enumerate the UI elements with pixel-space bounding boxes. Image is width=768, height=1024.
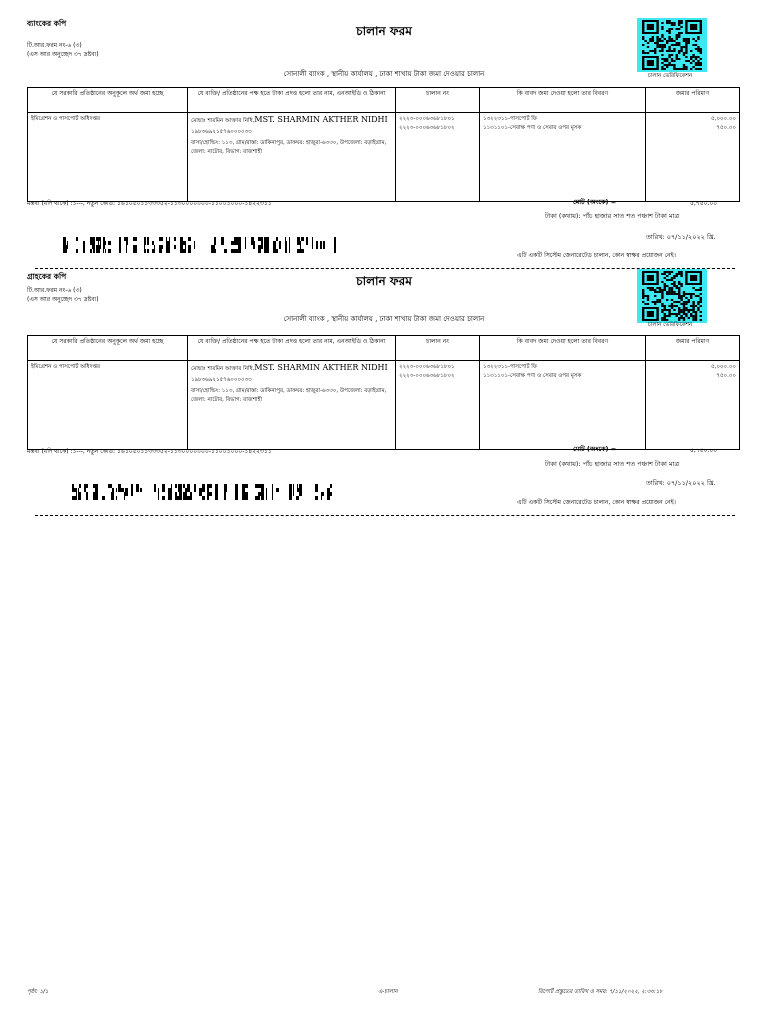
column-header: যে সরকারি প্রতিষ্ঠানের অনুকূলে অর্থ জমা হচ্ছে bbox=[28, 336, 188, 361]
description-cell bbox=[480, 113, 646, 202]
qr-caption: চালান ভেরিফিকেশন bbox=[647, 73, 693, 79]
challan-no-cell bbox=[396, 113, 480, 202]
challan-no-cell bbox=[396, 361, 480, 450]
table-header-row bbox=[28, 336, 740, 361]
payer-address: বাসা/হোল্ডিং: ১১৩, গ্রাম/রাস্তা: ডাকিনাপুর, ডাকঘর: হাজুরা-৬৩৩০, উপজেলা: বড়াইগ্রাম, জেলা: নাটোর, বিভাগ: রাজশাহী bbox=[191, 388, 387, 403]
description-cell bbox=[480, 361, 646, 450]
payer-name: MST. SHARMIN AKTHER NIDHI bbox=[254, 115, 388, 124]
table-row bbox=[28, 361, 740, 450]
tr-rule-reference: (এস আর অনুচ্ছেদ ৩৭ দ্রষ্টব্য) bbox=[27, 51, 99, 58]
form-title: চালান ফরম bbox=[356, 274, 412, 288]
tr-rule-reference: (এস আর অনুচ্ছেদ ৩৭ দ্রষ্টব্য) bbox=[27, 296, 99, 303]
system-note: এটি একটি সিস্টেম জেনারেটেড চালান, কোন স্বাক্ষর প্রয়োজন নেই। bbox=[517, 499, 676, 506]
challan-no: ২২২৩-০০০৬৩৬৮১৮০১ bbox=[399, 364, 455, 370]
cut-line bbox=[35, 515, 735, 516]
remarks-line: মন্তব্য (যদি থাকে) :১---, নতুন কোড: ১৬১০৫০১১৩৩৩৫২-১১৩০০০০০০০-১১০০১০০০-১৪২২৩১১ bbox=[27, 448, 272, 455]
column-header: চালান নং bbox=[396, 88, 480, 113]
challan-no: ২২২৩-০০০৬৩৬৮১৮০১ bbox=[399, 116, 455, 122]
amount-item: ৫,০০০.০০ bbox=[711, 116, 736, 122]
total-value: ৫,৭৫০.০০ bbox=[690, 447, 718, 454]
amount-item: ৭৫০.০০ bbox=[716, 373, 736, 379]
amount-item: ৭৫০.০০ bbox=[716, 125, 736, 131]
bank-line: সোনালী ব্যাংক , স্থানীয় কার্যালয় , ঢাকা শাখায় টাকা জমা দেওয়ার চালান bbox=[283, 70, 485, 78]
challan-no: ২২২৩-০০০৬৩৬৮১৮০২ bbox=[399, 373, 455, 379]
amount-in-words: টাকা (কথায়): পাঁচ হাজার সাত শত পঞ্চাশ টাকা মাত্র bbox=[545, 460, 680, 468]
challan-table bbox=[27, 87, 740, 202]
payer-name-bangla: মোছাঃ শারমিন আক্তার নিধি, bbox=[191, 118, 255, 124]
table-row bbox=[28, 113, 740, 202]
challan-table bbox=[27, 335, 740, 450]
amount-cell bbox=[646, 361, 740, 450]
column-header: যে সরকারি প্রতিষ্ঠানের অনুকূলে অর্থ জমা হচ্ছে bbox=[28, 88, 188, 113]
description-item: ১১৩১১০১-সেবাক্ষ পণ্য ও সেবার ওপর মূসক bbox=[483, 125, 582, 131]
qr-code-icon bbox=[637, 269, 707, 323]
barcode-icon bbox=[62, 237, 336, 253]
qr-caption: চালান ভেরিফিকেশন bbox=[647, 322, 693, 328]
print-timestamp: রিপোর্ট প্রস্তুতের তারিখ ও সময়: ৭/১১/২০২২, ২:৩৩:১৮ bbox=[538, 989, 663, 995]
payer-address: বাসা/হোল্ডিং: ১১৩, গ্রাম/রাস্তা: ডাকিনাপুর, ডাকঘর: হাজুরা-৬৩৩০, উপজেলা: বড়াইগ্রাম, জেলা: নাটোর, বিভাগ: রাজশাহী bbox=[191, 140, 387, 155]
institution-name: ইমিগ্রেশন ও পাসপোর্ট অধিদপ্তর bbox=[31, 364, 100, 370]
challan-no: ২২২৩-০০০৬৩৬৮১৮০২ bbox=[399, 125, 455, 131]
payer-cell bbox=[188, 113, 396, 202]
system-note: এটি একটি সিস্টেম জেনারেটেড চালান, কোন স্বাক্ষর প্রয়োজন নেই। bbox=[517, 252, 676, 259]
payer-name-bangla: মোছাঃ শারমিন আক্তার নিধি, bbox=[191, 366, 255, 372]
amount-item: ৫,০০০.০০ bbox=[711, 364, 736, 370]
payer-cell bbox=[188, 361, 396, 450]
payer-nid: ১৯৮৩৬৯২১৫৭৬০০০০৩৩ bbox=[191, 377, 252, 383]
remarks-line: মন্তব্য (যদি থাকে) :১---, নতুন কোড: ১৬১০৫০১১৩৩৩৫২-১১৩০০০০০০০-১১০০১০০০-১৪২২৩১১ bbox=[27, 200, 272, 207]
footer-center: এ-চালান bbox=[378, 989, 398, 995]
tr-form-number: টি.আর.ফরম নং-৬ (৩) bbox=[27, 42, 82, 49]
page-number: পৃষ্ঠা: ১/১ bbox=[27, 989, 49, 995]
barcode-icon bbox=[62, 484, 336, 500]
challan-date: তারিখ: ০৭/১১/২০২২ খ্রি. bbox=[646, 479, 716, 487]
copy-label: ব্যাংকের কপি bbox=[27, 19, 67, 28]
column-header: জমার পরিমাণ bbox=[646, 336, 740, 361]
column-header: কি বাবদ জমা দেওয়া হলো তার বিবরণ bbox=[480, 336, 646, 361]
copy-label: গ্রাহকের কপি bbox=[27, 272, 67, 281]
column-header: যে ব্যক্তি/ প্রতিষ্ঠানের পক্ষ হতে টাকা প্রদত্ত হলো তার নাম, এনআইডি ও ঠিকানা bbox=[188, 336, 396, 361]
column-header: জমার পরিমাণ bbox=[646, 88, 740, 113]
table-header-row bbox=[28, 88, 740, 113]
institution-cell bbox=[28, 361, 188, 450]
column-header: যে ব্যক্তি/ প্রতিষ্ঠানের পক্ষ হতে টাকা প্রদত্ত হলো তার নাম, এনআইডি ও ঠিকানা bbox=[188, 88, 396, 113]
payer-name: MST. SHARMIN AKTHER NIDHI bbox=[254, 363, 388, 372]
total-value: ৫,৭৫০.০০ bbox=[690, 200, 718, 207]
description-item: ১৩২২৩১১-পাসপোর্ট ফি bbox=[483, 116, 537, 122]
amount-cell bbox=[646, 113, 740, 202]
column-header: কি বাবদ জমা দেওয়া হলো তার বিবরণ bbox=[480, 88, 646, 113]
cut-line bbox=[35, 268, 735, 269]
total-label: মোট (অংকে) = bbox=[573, 198, 617, 206]
tr-form-number: টি.আর.ফরম নং-৬ (৩) bbox=[27, 287, 82, 294]
description-item: ১১৩১১০১-সেবাক্ষ পণ্য ও সেবার ওপর মূসক bbox=[483, 373, 582, 379]
bank-line: সোনালী ব্যাংক , স্থানীয় কার্যালয় , ঢাকা শাখায় টাকা জমা দেওয়ার চালান bbox=[283, 315, 485, 323]
payer-nid: ১৯৮৩৬৯২১৫৭৬০০০০৩৩ bbox=[191, 129, 252, 135]
qr-code-icon bbox=[637, 18, 707, 72]
form-title: চালান ফরম bbox=[356, 24, 412, 38]
institution-cell bbox=[28, 113, 188, 202]
institution-name: ইমিগ্রেশন ও পাসপোর্ট অধিদপ্তর bbox=[31, 116, 100, 122]
description-item: ১৩২২৩১১-পাসপোর্ট ফি bbox=[483, 364, 537, 370]
column-header: চালান নং bbox=[396, 336, 480, 361]
amount-in-words: টাকা (কথায়): পাঁচ হাজার সাত শত পঞ্চাশ টাকা মাত্র bbox=[545, 212, 680, 220]
total-label: মোট (অংকে) = bbox=[573, 445, 617, 453]
challan-date: তারিখ: ০৭/১১/২০২২ খ্রি. bbox=[646, 233, 716, 241]
